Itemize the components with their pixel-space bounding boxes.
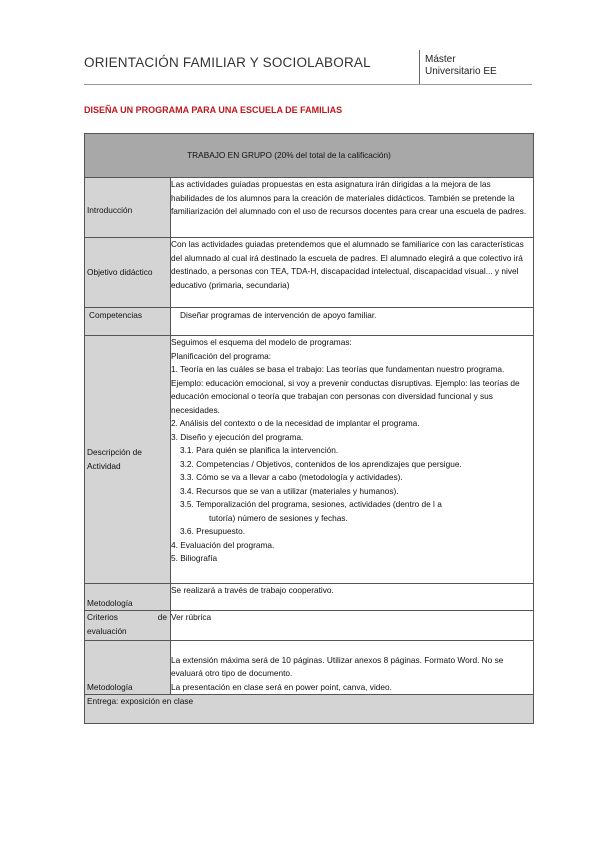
program-name-line1: Máster [425, 54, 456, 65]
text-metodologia-2 [171, 641, 534, 695]
header-divider [419, 50, 420, 84]
row-metodologia-2 [85, 641, 534, 695]
descripcion-sub-3-4: 3.4. Recursos que se van a utilizar (materiales y humanos). [180, 485, 399, 496]
document-header [84, 50, 532, 84]
text-objetivo: Con las actividades guiadas pretendemos que el alumnado se familiarice con las características del alumnado al cual irá destinado la escuela de padres. El alumnado elegirá a que colectivo irá destinado, a personas con TEA, TDA-H, discapacidad intelectual, discapacidad visual... y nivel educativo (primaria, secundaria) [171, 238, 534, 308]
descripcion-sub-3-5: 3.5. Temporalización del programa, sesiones, actividades (dentro de l a [180, 499, 442, 509]
text-descripcion [171, 336, 534, 584]
label-descripcion-line1: Descripción de [87, 447, 142, 457]
descripcion-sub-3-1: 3.1. Para quién se planifica la intervención. [180, 445, 339, 455]
assignment-table [84, 133, 534, 724]
row-entrega [85, 695, 534, 724]
descripcion-item-2: 2. Análisis del contexto o de la necesidad de implantar el programa. [171, 418, 420, 428]
text-competencias-cell [171, 308, 534, 336]
label-metodologia-2: Metodología [85, 641, 171, 695]
program-name-line2: Universitario EE [425, 66, 497, 77]
descripcion-subitems [171, 444, 533, 539]
table-header-cell [85, 134, 534, 178]
descripcion-item-1: 1. Teoría en las cuáles se basa el trabajo: Las teorías que fundamentan nuestro programa. [171, 364, 505, 374]
label-metodologia-1: Metodología [85, 584, 171, 611]
metodologia-2-line-2: La presentación en clase será en power point, canva, video. [171, 681, 392, 692]
row-competencias [85, 308, 534, 336]
metodologia-2-line-1: La extensión máxima será de 10 páginas. Utilizar anexos 8 páginas. Formato Word. No se evaluará otro tipo de documento. [171, 654, 504, 678]
label-competencias-text: Competencias [89, 310, 143, 320]
label-descripcion-line2: Actividad [87, 460, 121, 471]
text-introduccion: Las actividades guiadas propuestas en esta asignatura irán dirigidas a la mejora de las habilidades de los alumnos para la creación de materiales didácticos. También se pretende la familiarización del alumnado con el uso de recursos docentes para crear una escuela de padres. [171, 178, 534, 238]
label-criterios [85, 611, 171, 641]
descripcion-item-5: 5. Biliografía [171, 553, 218, 563]
header-underline [84, 84, 532, 85]
label-criterios-line1 [87, 611, 170, 625]
row-objetivo [85, 238, 534, 308]
descripcion-example: Ejemplo: educación emocional, si voy a prevenir conductas disruptivas. Ejemplo: las teorías de educación emocional o teoría que trabajan con personas con diversidad funcional y sus necesidades. [171, 377, 520, 415]
row-metodologia-1 [85, 584, 534, 611]
table-header-text: TRABAJO EN GRUPO (20% del total de la calificación) [187, 149, 391, 160]
course-title: ORIENTACIÓN FAMILIAR Y SOCIOLABORAL [84, 55, 371, 70]
descripcion-intro-1: Seguimos el esquema del modelo de programas: [171, 337, 352, 347]
text-competencias: Diseñar programas de intervención de apoyo familiar. [180, 310, 377, 320]
descripcion-intro-2: Planificación del programa: [171, 350, 272, 361]
row-introduccion [85, 178, 534, 238]
row-criterios [85, 611, 534, 641]
label-criterios-b: de [157, 612, 167, 622]
label-objetivo: Objetivo didáctico [85, 238, 171, 308]
program-name [425, 54, 497, 78]
descripcion-sub-3-2: 3.2. Competencias / Objetivos, contenidos de los aprendizajes que persigue. [180, 458, 462, 469]
label-criterios-c: evaluación [87, 625, 127, 636]
label-criterios-a: Criterios [87, 612, 118, 622]
table-header-row [85, 134, 534, 178]
assignment-title: DISEÑA UN PROGRAMA PARA UNA ESCUELA DE FAMILIAS [84, 105, 343, 115]
descripcion-sub-3-5-cont: tutoría) número de sesiones y fechas. [209, 512, 348, 523]
label-competencias [85, 308, 171, 336]
descripcion-sub-3-3: 3.3. Cómo se va a llevar a cabo (metodología y actividades). [180, 472, 403, 482]
descripcion-item-3: 3. Diseño y ejecución del programa. [171, 431, 304, 442]
label-introduccion: Introducción [85, 178, 171, 238]
label-descripcion [85, 336, 171, 584]
entrega-cell: Entrega: exposición en clase [85, 695, 534, 724]
text-criterios: Ver rúbrica [171, 611, 534, 641]
descripcion-sub-3-6: 3.6. Presupuesto. [180, 526, 246, 536]
descripcion-item-4: 4. Evaluación del programa. [171, 539, 275, 550]
text-metodologia-1: Se realizará a través de trabajo cooperativo. [171, 584, 534, 611]
row-descripcion [85, 336, 534, 584]
